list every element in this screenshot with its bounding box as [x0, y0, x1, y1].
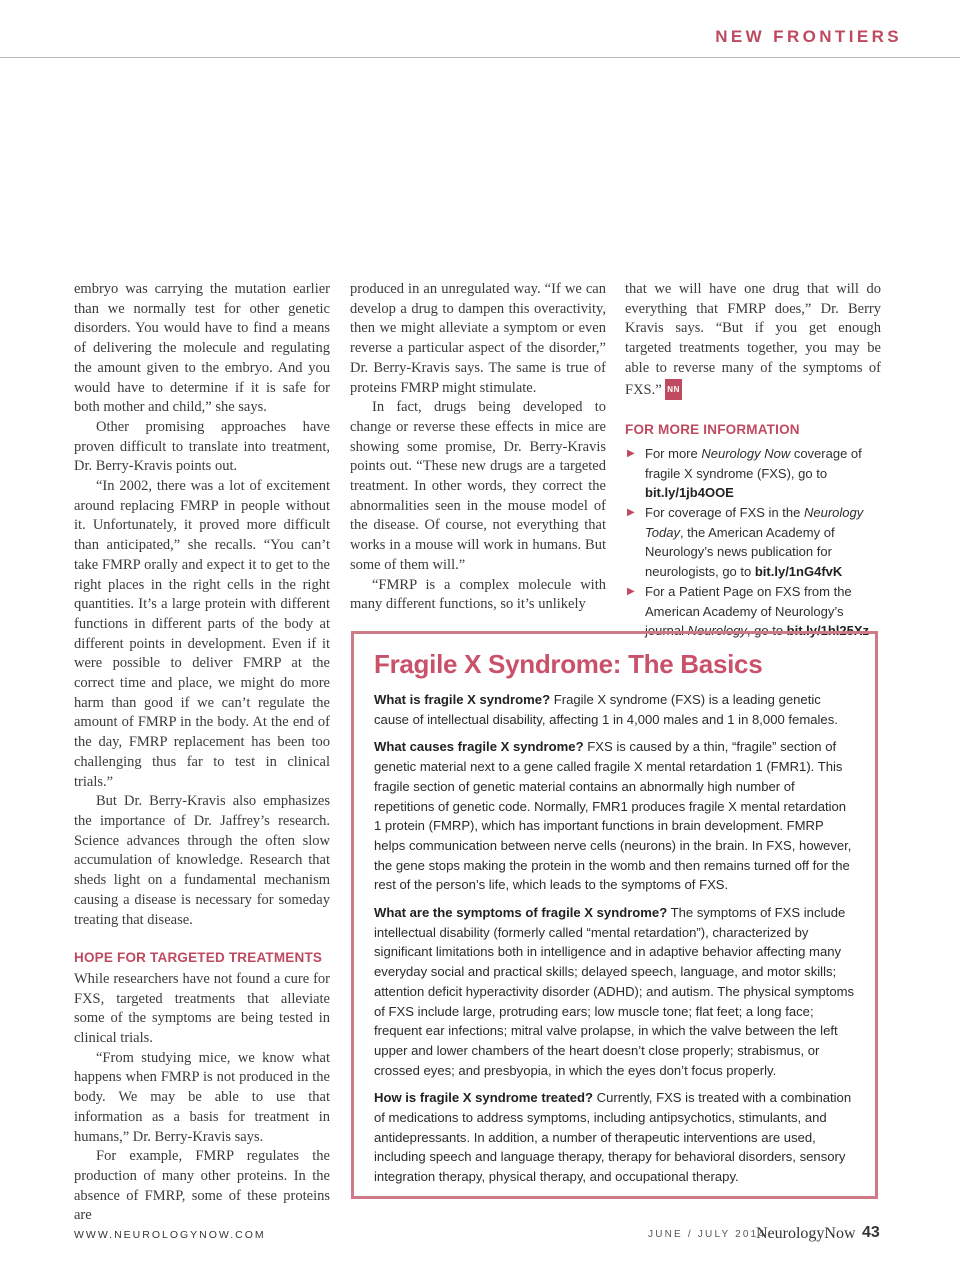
faq-item [374, 690, 855, 729]
faq-question: How is fragile X syndrome treated? [374, 1090, 594, 1106]
box-title: Fragile X Syndrome: The Basics [374, 649, 763, 679]
faq-item [374, 737, 855, 895]
end-mark-badge: NN [665, 379, 682, 401]
paragraph: For example, FMRP regulates the production of many other proteins. In the absence of FMRP, some of these proteins are [74, 1148, 330, 1224]
faq-question: What is fragile X syndrome? [374, 692, 551, 707]
more-info-list [625, 444, 881, 641]
header-rule [0, 57, 960, 58]
paragraph: Other promising approaches have proven difficult to translate into treatment, Dr. Berry-Kravis points out. [74, 418, 330, 475]
list-item: ▶ For more Neurology Now coverage of fragile X syndrome (FXS), go to bit.ly/1jb4OOE [627, 445, 862, 501]
triangle-bullet-icon: ▶ [627, 585, 635, 597]
paragraph: produced in an unregulated way. “If we can develop a drug to dampen this overactivity, then we might alleviate a symptom or even reverse a particular aspect of the disorder,” Dr. Berry-Kravis says. The same is true of proteins FMRP might stimulate. [350, 281, 606, 396]
faq-answer: Fragile X syndrome (FXS) is a leading genetic cause of intellectual disability, affecting 1 in 4,000 males and 1 in 8,000 females. [374, 692, 838, 727]
subhead-targeted-treatments: HOPE FOR TARGETED TREATMENTS [74, 950, 323, 966]
faq-answer: FXS is caused by a thin, “fragile” section of genetic material next to a gene called fragile X mental retardation 1 (FMR1). This fragile section of genetic material contains an abnormally high number of repetitions of genetic code. Normally, FMR1 produces fragile X mental retardation 1 protein (FMRP), which has important functions in brain development. FMRP helps communication between nerve cells (neurons) in the brain. In FXS, however, the gene stops making the protein in the womb and then remains turned off for the rest of the person’s life, which leads to the symptoms of FXS. [374, 739, 852, 893]
paragraph [625, 280, 881, 400]
list-item: ▶ For coverage of FXS in the Neurology Today, the American Academy of Neurology’s news publication for neurologists, go to bit.ly/1nG4fvK [627, 505, 864, 580]
paragraph: While researchers have not found a cure for FXS, targeted treatments that alleviate some of the symptoms are being tested in clinical trials. [74, 970, 330, 1047]
triangle-bullet-icon: ▶ [627, 507, 635, 519]
article-column-1 [74, 280, 330, 1226]
basics-sidebar-box [351, 631, 878, 1199]
section-label: NEW FRONTIERS [715, 27, 902, 46]
paragraph-text: that we will have one drug that will do everything that FMRP does,” Dr. Berry Kravis says. “But if you get enough targeted treatments together, you may be able to reverse many of the symptoms of FXS.” [625, 281, 881, 398]
more-info-heading: FOR MORE INFORMATION [625, 422, 800, 438]
paragraph: In fact, drugs being developed to change or reverse these effects in mice are showing some promise, Dr. Berry-Kravis points out. “These new drugs are a targeted treatment. In other words, they correct the abnormalities seen in the mouse model of the disease. Of course, not everything that works in a mouse will work in humans. But some of them will.” [350, 399, 606, 573]
paragraph: “From studying mice, we know what happens when FMRP is not produced in the body. We may be able to use that information as a basis for treatment in humans,” Dr. Berry-Kravis says. [74, 1049, 330, 1145]
link[interactable]: bit.ly/1hl25Xz [786, 623, 870, 639]
faq-answer: Currently, FXS is treated with a combination of medications to address symptoms, including antipsychotics, stimulants, and antidepressants. In addition, a number of therapeutic interventions are used, including speech and language therapy, therapy for behavioral disorders, sensory integration therapy, physical therapy, and occupational therapy. [374, 1090, 852, 1185]
list-item: ▶ For a Patient Page on FXS from the American Academy of Neurology’s journal Neurology, go to bit.ly/1hl25Xz [627, 583, 870, 639]
link[interactable]: bit.ly/1nG4fvK [754, 564, 843, 580]
faq-answer: The symptoms of FXS include intellectual disability (formerly called “mental retardation”), characterized by significant limitations both in intelligence and in adaptive behavior affecting many everyday social and practical skills; delayed speech, language, and motor skills; attention deficit hyperactivity disorder (ADHD); and autism. The physical symptoms of FXS include large, protruding ears; low muscle tone; flat feet; a long face; frequent ear infections; mitral valve prolapse, in which the valve between the left upper and lower chambers of the heart doesn’t close properly; strabismus, or crossed eyes; and presbyopia, in which the eyes don’t focus properly. [374, 905, 855, 1078]
faq-question: What causes fragile X syndrome? [374, 739, 584, 755]
link[interactable]: bit.ly/1jb4OOE [645, 485, 734, 501]
paragraph: embryo was carrying the mutation earlier than we normally test for other genetic disorders. You would have to find a means of delivering the molecule and regulating the amount given to the embryo. And you would have to determine if it is safe for both mother and child,” she says. [74, 281, 330, 416]
article-column-3 [625, 280, 881, 641]
triangle-bullet-icon: ▶ [627, 447, 635, 459]
faq-question: What are the symptoms of fragile X syndrome? [374, 905, 668, 921]
paragraph: “In 2002, there was a lot of excitement around replacing FMRP in people without it. Unfortunately, it proved more difficult than anticipated,” she recalls. “You can’t take FMRP orally and expect it to get to the right places in the right cells in the right quantities. It’s a large protein with different functions in different parts of the body at different points in development. Even if it were possible to deliver FMRP at the correct time and place, we might do more harm than good if we can’t regulate the amount of FMRP in the body. At the end of the day, FMRP replacement has been too challenging thus far to test in clinical trials.” [74, 478, 330, 790]
paragraph: But Dr. Berry-Kravis also emphasizes the importance of Dr. Jaffrey’s research. Science advances through the often slow accumulation of knowledge. Research that sheds light on a fundamental mechanism causing a disease is necessary for someday treating that disease. [74, 793, 330, 928]
footer-magazine-name: NeurologyNow [756, 1225, 856, 1242]
footer-date: JUNE / JULY 2014 [648, 1229, 767, 1240]
footer-url[interactable]: WWW.NEUROLOGYNOW.COM [74, 1229, 266, 1241]
faq-item [374, 903, 855, 1080]
paragraph: “FMRP is a complex molecule with many different functions, so it’s unlikely [350, 576, 606, 613]
page-number: 43 [862, 1224, 880, 1241]
faq-item [374, 1088, 855, 1187]
article-column-2 [350, 280, 606, 615]
